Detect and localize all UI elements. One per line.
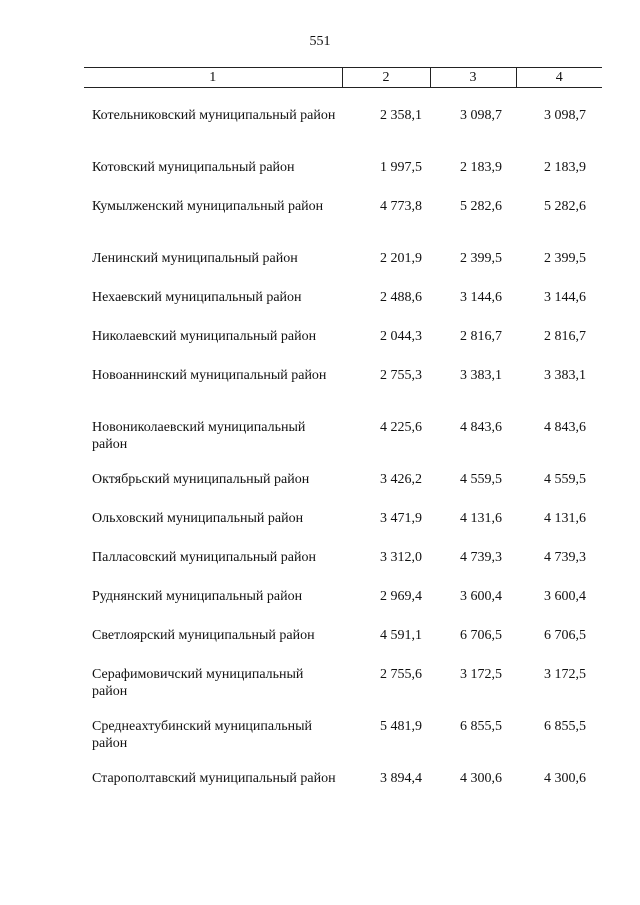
value-col-3: 3 600,4: [460, 589, 502, 604]
district-name: Октябрьский муниципальный район: [92, 472, 310, 487]
table-row: [84, 107, 602, 159]
value-col-3: 4 843,6: [460, 420, 502, 435]
table-row: [84, 549, 602, 588]
district-name: Новониколаевский муниципальный район: [92, 420, 306, 452]
value-col-3: 3 172,5: [460, 667, 502, 682]
value-col-4: 3 172,5: [544, 667, 586, 682]
budget-table: [84, 67, 602, 822]
district-name: Кумылженский муниципальный район: [92, 199, 324, 214]
value-col-4: 5 282,6: [544, 199, 586, 214]
value-col-3: 3 098,7: [460, 108, 502, 123]
value-col-3: 2 816,7: [460, 329, 502, 344]
district-name: Ленинский муниципальный район: [92, 251, 298, 266]
table-spacer: [84, 88, 602, 108]
value-col-4: 4 300,6: [544, 771, 586, 786]
district-name: Новоаннинский муниципальный район: [92, 368, 327, 383]
table-row: [84, 419, 602, 471]
value-col-3: 3 383,1: [460, 368, 502, 383]
district-name: Ольховский муниципальный район: [92, 511, 304, 526]
header-row: [84, 68, 602, 88]
value-col-2: 3 312,0: [380, 550, 422, 565]
value-col-2: 1 997,5: [380, 160, 422, 175]
value-col-4: 2 816,7: [544, 329, 586, 344]
table-row: [84, 250, 602, 289]
value-col-4: 4 843,6: [544, 420, 586, 435]
page-number: 551: [309, 34, 331, 49]
table-body: [84, 88, 602, 823]
value-col-4: 3 383,1: [544, 368, 586, 383]
table-row: [84, 198, 602, 250]
district-name: Руднянский муниципальный район: [92, 589, 303, 604]
value-col-4: 6 706,5: [544, 628, 586, 643]
table-row: [84, 627, 602, 666]
value-col-2: 4 225,6: [380, 420, 422, 435]
district-name: Старополтавский муниципальный район: [92, 771, 336, 786]
district-name: Палласовский муниципальный район: [92, 550, 316, 565]
value-col-2: 2 358,1: [380, 108, 422, 123]
value-col-2: 2 201,9: [380, 251, 422, 266]
value-col-2: 2 044,3: [380, 329, 422, 344]
table-row: [84, 718, 602, 770]
table-row: [84, 588, 602, 627]
value-col-3: 4 559,5: [460, 472, 502, 487]
value-col-2: 5 481,9: [380, 719, 422, 734]
table-row: [84, 666, 602, 718]
value-col-4: 2 183,9: [544, 160, 586, 175]
column-header-2: 2: [342, 68, 430, 88]
district-name: Нехаевский муниципальный район: [92, 290, 302, 305]
table-row: [84, 328, 602, 367]
value-col-2: 3 426,2: [380, 472, 422, 487]
value-col-4: 6 855,5: [544, 719, 586, 734]
column-header-4: 4: [516, 68, 602, 88]
value-col-4: 2 399,5: [544, 251, 586, 266]
value-col-4: 4 739,3: [544, 550, 586, 565]
district-name: Серафимовичский муниципальный район: [92, 667, 304, 699]
value-col-2: 3 471,9: [380, 511, 422, 526]
value-col-3: 4 131,6: [460, 511, 502, 526]
value-col-2: 4 773,8: [380, 199, 422, 214]
table-row: [84, 510, 602, 549]
value-col-3: 2 183,9: [460, 160, 502, 175]
value-col-4: 4 559,5: [544, 472, 586, 487]
value-col-3: 6 855,5: [460, 719, 502, 734]
value-col-3: 6 706,5: [460, 628, 502, 643]
table-row: [84, 471, 602, 510]
district-name: Светлоярский муниципальный район: [92, 628, 315, 643]
value-col-3: 2 399,5: [460, 251, 502, 266]
value-col-2: 2 969,4: [380, 589, 422, 604]
value-col-2: 2 755,6: [380, 667, 422, 682]
value-col-2: 2 755,3: [380, 368, 422, 383]
value-col-4: 3 144,6: [544, 290, 586, 305]
table-row: [84, 770, 602, 822]
district-name: Котельниковский муниципальный район: [92, 108, 336, 123]
table-row: [84, 159, 602, 198]
district-name: Николаевский муниципальный район: [92, 329, 317, 344]
value-col-3: 5 282,6: [460, 199, 502, 214]
table-row: [84, 289, 602, 328]
table-row: [84, 367, 602, 419]
value-col-3: 4 739,3: [460, 550, 502, 565]
value-col-2: 3 894,4: [380, 771, 422, 786]
column-header-1: 1: [84, 68, 342, 88]
district-name: Котовский муниципальный район: [92, 160, 295, 175]
value-col-4: 4 131,6: [544, 511, 586, 526]
value-col-4: 3 600,4: [544, 589, 586, 604]
value-col-3: 3 144,6: [460, 290, 502, 305]
value-col-2: 2 488,6: [380, 290, 422, 305]
district-name: Среднеахтубинский муниципальный район: [92, 719, 313, 751]
table-header: [84, 68, 602, 88]
value-col-4: 3 098,7: [544, 108, 586, 123]
value-col-2: 4 591,1: [380, 628, 422, 643]
value-col-3: 4 300,6: [460, 771, 502, 786]
column-header-3: 3: [430, 68, 516, 88]
